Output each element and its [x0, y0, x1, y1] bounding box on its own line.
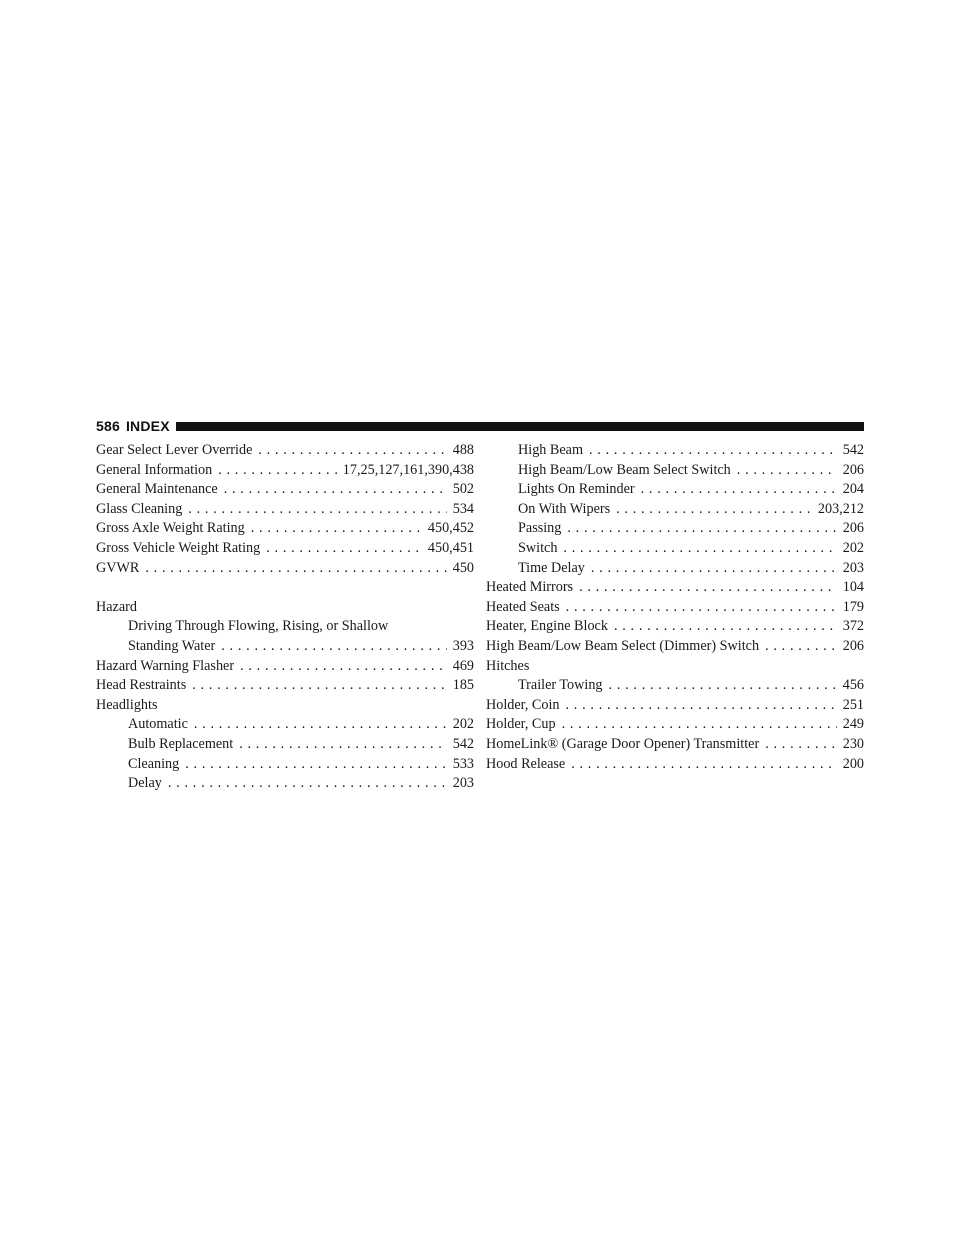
index-entry [486, 578, 864, 598]
entry-pages: 203,212 [817, 500, 864, 517]
entry-term: Hitches [486, 657, 530, 674]
entry-pages: 534 [452, 500, 474, 517]
index-subentry [486, 559, 864, 579]
dot-leader [765, 735, 837, 755]
entry-pages: 202 [452, 716, 474, 733]
index-entry [96, 598, 474, 618]
index-column-left [96, 441, 474, 794]
entry-pages: 542 [842, 442, 864, 458]
entry-pages: 206 [842, 461, 864, 478]
entry-term: Hazard [96, 598, 137, 615]
entry-pages: 502 [452, 481, 474, 498]
dot-leader [145, 559, 446, 579]
index-entry [486, 715, 864, 735]
dot-leader [641, 480, 837, 500]
index-column-right [486, 441, 864, 774]
entry-term: On With Wipers [518, 500, 611, 517]
dot-leader [616, 500, 812, 520]
entry-pages: 202 [842, 539, 864, 556]
index-entry [96, 519, 474, 539]
entry-term: Automatic [128, 716, 188, 733]
entry-term: HomeLink® (Garage Door Opener) Transmitter [486, 735, 760, 752]
entry-pages: 230 [842, 735, 864, 752]
page-number: 586 [96, 418, 120, 434]
entry-term: Delay [128, 775, 162, 792]
index-entry [486, 755, 864, 775]
entry-pages: 469 [452, 657, 474, 674]
entry-term: Gross Vehicle Weight Rating [96, 539, 261, 556]
entry-pages: 542 [452, 735, 474, 752]
entry-pages: 203 [452, 775, 474, 792]
index-subentry [96, 715, 474, 735]
dot-leader [258, 441, 446, 461]
index-subentry [486, 480, 864, 500]
dot-leader [221, 637, 446, 657]
dot-leader [562, 715, 837, 735]
entry-pages: 450,451 [427, 539, 474, 556]
dot-leader [240, 657, 447, 677]
entry-term: Glass Cleaning [96, 500, 183, 517]
dot-leader [188, 500, 446, 520]
entry-term: Time Delay [518, 559, 585, 576]
entry-term: High Beam/Low Beam Select (Dimmer) Switch [486, 637, 760, 654]
dot-leader [567, 519, 836, 539]
index-entry [96, 539, 474, 559]
entry-term: GVWR [96, 559, 140, 576]
entry-pages: 488 [452, 442, 474, 458]
entry-pages: 17,25,127,161,390,438 [342, 461, 474, 478]
index-subentry [486, 519, 864, 539]
dot-leader [192, 676, 446, 696]
entry-spacer [96, 578, 474, 598]
entry-term: General Information [96, 461, 213, 478]
entry-pages: 200 [842, 755, 864, 772]
entry-pages: 104 [842, 579, 864, 596]
entry-pages: 450 [452, 559, 474, 576]
entry-pages: 206 [842, 637, 864, 654]
entry-pages: 450,452 [427, 520, 474, 537]
dot-leader [589, 441, 837, 461]
index-subentry [96, 735, 474, 755]
entry-term: High Beam [518, 442, 584, 458]
dot-leader [251, 519, 422, 539]
entry-term: High Beam/Low Beam Select Switch [518, 461, 731, 478]
dot-leader [566, 696, 837, 716]
entry-term: Lights On Reminder [518, 481, 635, 498]
dot-leader [571, 755, 837, 775]
dot-leader [168, 774, 447, 794]
entry-pages: 179 [842, 598, 864, 615]
dot-leader [218, 461, 337, 481]
entry-pages: 249 [842, 716, 864, 733]
entry-term: Hood Release [486, 755, 566, 772]
index-entry [96, 696, 474, 716]
index-subentry [96, 774, 474, 794]
entry-term: Cleaning [128, 755, 180, 772]
index-entry [486, 735, 864, 755]
entry-pages: 533 [452, 755, 474, 772]
index-entry [96, 461, 474, 481]
dot-leader [614, 617, 837, 637]
index-entry [486, 637, 864, 657]
entry-term: Driving Through Flowing, Rising, or Shallow [128, 618, 389, 635]
entry-term: Heated Seats [486, 598, 560, 615]
index-subentry [96, 617, 474, 637]
section-title: INDEX [125, 418, 170, 434]
entry-pages: 456 [842, 677, 864, 694]
entry-term: Hazard Warning Flasher [96, 657, 235, 674]
index-entry [486, 657, 864, 677]
index-subentry [486, 461, 864, 481]
entry-pages: 204 [842, 481, 864, 498]
entry-term: Headlights [96, 696, 158, 713]
dot-leader [566, 598, 837, 618]
index-entry [486, 617, 864, 637]
page-header [96, 417, 864, 435]
entry-term: Heated Mirrors [486, 579, 574, 596]
entry-term: Bulb Replacement [128, 735, 234, 752]
entry-term: Holder, Coin [486, 696, 560, 713]
entry-term: Holder, Cup [486, 716, 556, 733]
entry-pages: 185 [452, 677, 474, 694]
index-subentry [486, 676, 864, 696]
entry-term: Passing [518, 520, 562, 537]
index-entry [486, 598, 864, 618]
entry-term: Head Restraints [96, 677, 187, 694]
entry-term: Trailer Towing [518, 677, 603, 694]
entry-term: Standing Water [128, 637, 216, 654]
dot-leader [609, 676, 837, 696]
index-entry [96, 441, 474, 461]
dot-leader [737, 461, 837, 481]
dot-leader [185, 755, 446, 775]
entry-pages: 393 [452, 637, 474, 654]
entry-pages: 206 [842, 520, 864, 537]
index-subentry [486, 539, 864, 559]
dot-leader [194, 715, 447, 735]
index-entry [96, 676, 474, 696]
dot-leader [563, 539, 836, 559]
dot-leader [765, 637, 837, 657]
index-entry [486, 696, 864, 716]
entry-pages: 203 [842, 559, 864, 576]
index-subentry [486, 441, 864, 461]
entry-pages: 372 [842, 618, 864, 635]
dot-leader [579, 578, 837, 598]
index-entry [96, 559, 474, 579]
index-subentry [96, 637, 474, 657]
dot-leader [266, 539, 422, 559]
entry-pages: 251 [842, 696, 864, 713]
index-subentry [96, 755, 474, 775]
dot-leader [224, 480, 447, 500]
dot-leader [591, 559, 837, 579]
index-subentry [486, 500, 864, 520]
entry-term: Gear Select Lever Override [96, 442, 253, 458]
index-entry [96, 480, 474, 500]
header-rule [176, 422, 864, 431]
dot-leader [239, 735, 447, 755]
index-entry [96, 500, 474, 520]
entry-term: Switch [518, 539, 558, 556]
index-entry [96, 657, 474, 677]
entry-term: Gross Axle Weight Rating [96, 520, 245, 537]
entry-term: General Maintenance [96, 481, 218, 498]
entry-term: Heater, Engine Block [486, 618, 608, 635]
